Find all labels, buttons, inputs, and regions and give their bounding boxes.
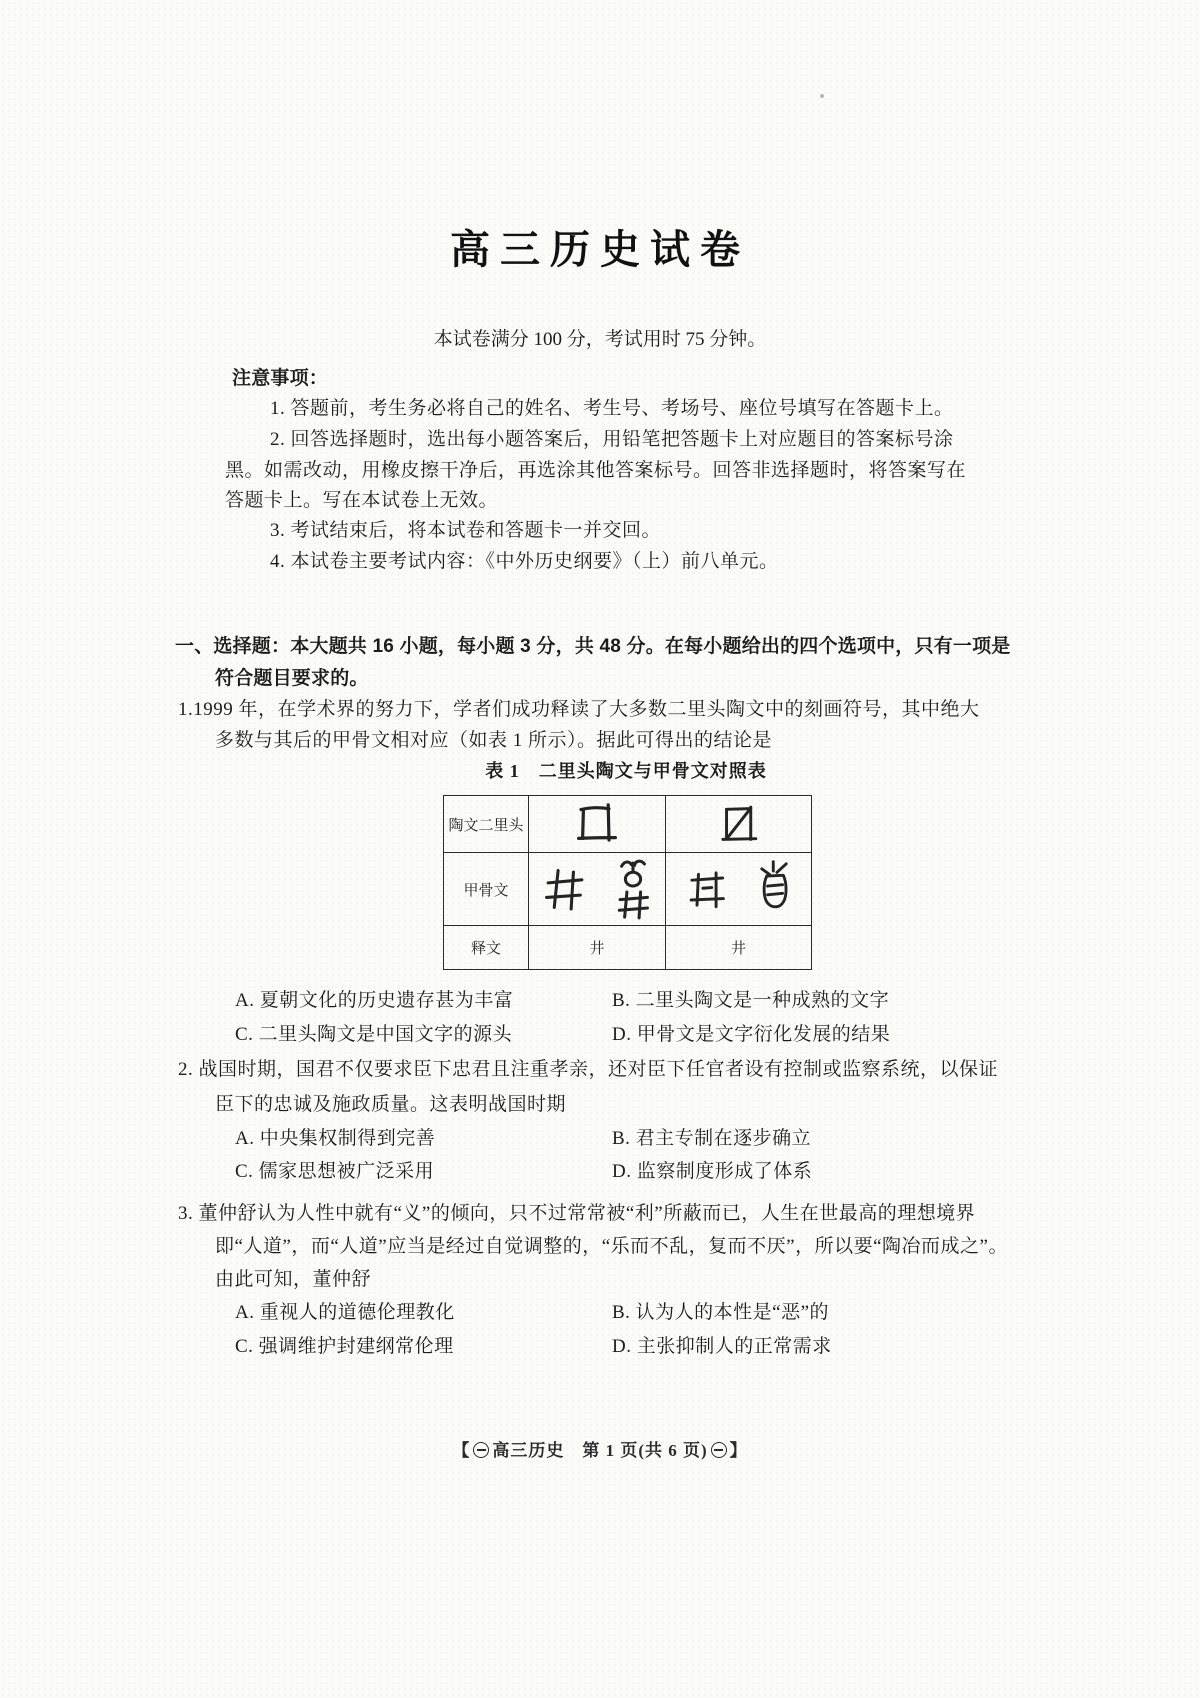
erlitou-square-glyph-icon xyxy=(573,799,621,849)
oracle-figure-over-jing-glyph-icon xyxy=(614,857,652,921)
pottery-glyph-cell-1 xyxy=(529,796,666,853)
notice-item-3: 3. 考试结束后，将本试卷和答题卡一并交回。 xyxy=(270,520,662,541)
interpretation-cell-2: 井 xyxy=(666,926,812,970)
interpretation-cell-1: 井 xyxy=(529,926,666,970)
q2-option-c: C. 儒家思想被广泛采用 xyxy=(235,1161,435,1182)
footer-right-bracket: 】 xyxy=(729,1441,748,1460)
q3-option-d: D. 主张抑制人的正常需求 xyxy=(612,1336,832,1357)
q2-option-a: A. 中央集权制得到完善 xyxy=(235,1128,436,1149)
oracle-jing-boxed-glyph-icon xyxy=(686,863,730,915)
erlitou-square-diagonal-glyph-icon xyxy=(717,798,761,850)
question-2-line-1: 2. 战国时期，国君不仅要求臣下忠君且注重孝亲，还对臣下任官者设有控制或监察系统，以保证 xyxy=(178,1059,999,1080)
q1-option-b: B. 二里头陶文是一种成熟的文字 xyxy=(612,990,890,1011)
section-heading-line-1: 一、选择题：本大题共 16 小题，每小题 3 分，共 48 分。在每小题给出的四个选项中，只有一项是 xyxy=(175,636,1011,657)
oracle-glyph-cell-1 xyxy=(529,853,666,926)
q3-option-b: B. 认为人的本性是“恶”的 xyxy=(612,1302,830,1323)
notice-item-2-line-1: 2. 回答选择题时，选出每小题答案后，用铅笔把答题卡上对应题目的答案标号涂 xyxy=(270,429,954,450)
notice-item-2-line-2: 黑。如需改动，用橡皮擦干净后，再选涂其他答案标号。回答非选择题时，将答案写在 xyxy=(225,460,967,481)
q2-option-b: B. 君主专制在逐步确立 xyxy=(612,1128,812,1149)
table-row-interpretation xyxy=(444,926,812,970)
circled-one-icon xyxy=(711,1442,727,1458)
notice-item-4: 4. 本试卷主要考试内容：《中外历史纲要》（上）前八单元。 xyxy=(270,551,779,572)
q3-option-c: C. 强调维护封建纲常伦理 xyxy=(235,1336,454,1357)
question-3-line-2: 即“人道”，而“人道”应当是经过自觉调整的，“乐而不乱，复而不厌”，所以要“陶冶而成之”。 xyxy=(215,1236,1008,1257)
notice-item-1: 1. 答题前，考生务必将自己的姓名、考生号、考场号、座位号填写在答题卡上。 xyxy=(270,398,954,419)
notice-item-2-line-3: 答题卡上。写在本试卷上无效。 xyxy=(225,490,499,511)
row-label-interpretation: 释文 xyxy=(444,926,529,970)
notice-heading: 注意事项： xyxy=(232,368,329,389)
row-label-pottery: 陶文二里头 xyxy=(444,796,529,853)
circled-one-icon xyxy=(473,1442,489,1458)
question-3-line-3: 由此可知，董仲舒 xyxy=(215,1269,372,1290)
comparison-table xyxy=(443,795,812,970)
table-1-title: 表 1 二里头陶文与甲骨文对照表 xyxy=(485,761,767,781)
oracle-jing-glyph-icon xyxy=(542,861,588,917)
table-row-pottery-script xyxy=(444,796,812,853)
q2-option-d: D. 监察制度形成了体系 xyxy=(612,1161,813,1182)
question-2-line-2: 臣下的忠诚及施政质量。这表明战国时期 xyxy=(215,1094,567,1115)
page-title: 高三历史试卷 xyxy=(450,227,750,272)
row-label-oracle: 甲骨文 xyxy=(444,853,529,926)
q1-option-a: A. 夏朝文化的历史遗存甚为丰富 xyxy=(235,990,514,1011)
q1-option-c: C. 二里头陶文是中国文字的源头 xyxy=(235,1024,513,1045)
scan-artifact-dot xyxy=(820,94,824,98)
pottery-glyph-cell-2 xyxy=(666,796,812,853)
table-row-oracle-script xyxy=(444,853,812,926)
footer-doc-label: 高三历史 xyxy=(492,1441,565,1460)
question-3-line-1: 3. 董仲舒认为人性中就有“义”的倾向，只不过常常被“利”所蔽而已，人生在世最高的理想境界 xyxy=(178,1203,976,1224)
page-footer xyxy=(0,1436,1200,1461)
question-1-line-2: 多数与其后的甲骨文相对应（如表 1 所示）。据此可得出的结论是 xyxy=(215,730,773,751)
section-heading-line-2: 符合题目要求的。 xyxy=(215,668,369,689)
oracle-rounded-stack-glyph-icon xyxy=(756,857,792,921)
q1-option-d: D. 甲骨文是文字衍化发展的结果 xyxy=(612,1024,891,1045)
question-1-line-1: 1.1999 年，在学术界的努力下，学者们成功释读了大多数二里头陶文中的刻画符号，其中绝大 xyxy=(178,699,980,720)
footer-page-label: 第 1 页(共 6 页) xyxy=(564,1441,708,1460)
exam-score-time-info: 本试卷满分 100 分，考试用时 75 分钟。 xyxy=(433,329,767,350)
q3-option-a: A. 重视人的道德伦理教化 xyxy=(235,1302,455,1323)
footer-left-bracket: 【 xyxy=(452,1441,471,1460)
oracle-glyph-cell-2 xyxy=(666,853,812,926)
